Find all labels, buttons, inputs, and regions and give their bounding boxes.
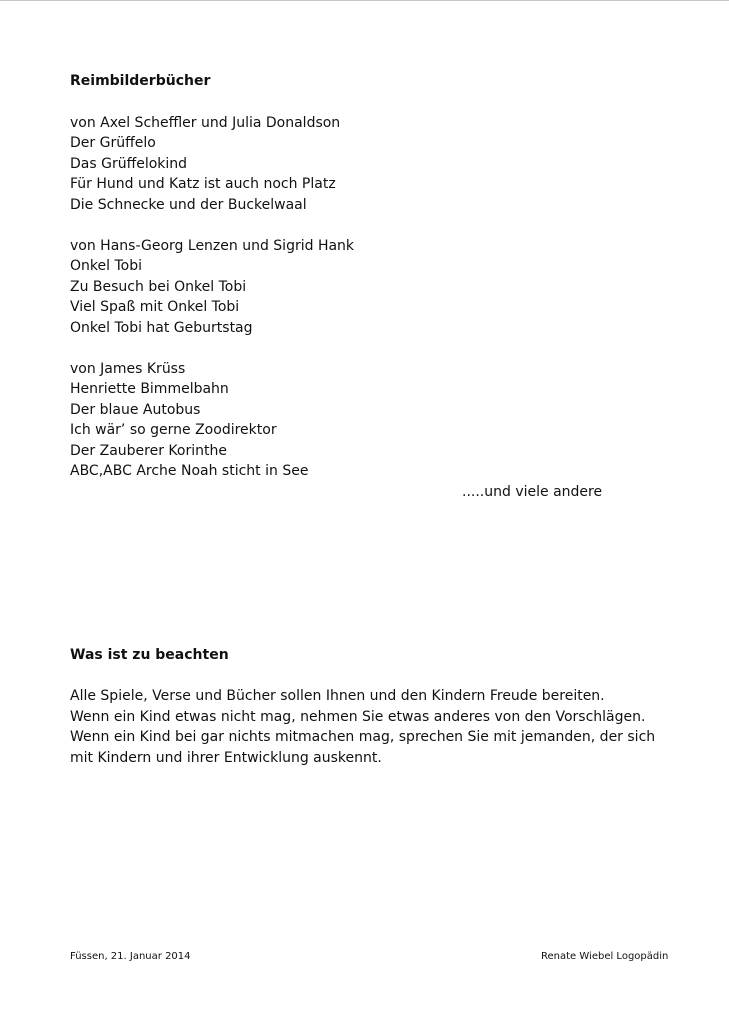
section-heading-reimbilderbuecher: Reimbilderbücher [70, 73, 211, 89]
footer-author: Renate Wiebel Logopädin [541, 951, 669, 962]
page-top-border [0, 0, 729, 1]
book-title: ABC,ABC Arche Noah sticht in See [70, 463, 309, 479]
paragraph-line: Wenn ein Kind bei gar nichts mitmachen mag, sprechen Sie mit jemanden, der sich [70, 729, 656, 745]
book-title: Onkel Tobi hat Geburtstag [70, 320, 253, 336]
book-title: Ich wär’ so gerne Zoodirektor [70, 422, 277, 438]
book-title: Die Schnecke und der Buckelwaal [70, 197, 307, 213]
book-title: Zu Besuch bei Onkel Tobi [70, 279, 247, 295]
book-title: Viel Spaß mit Onkel Tobi [70, 299, 240, 315]
paragraph-line: Alle Spiele, Verse und Bücher sollen Ihnen und den Kindern Freude bereiten. [70, 688, 605, 704]
book-title: Henriette Bimmelbahn [70, 381, 229, 397]
author-line-kruess: von James Krüss [70, 361, 186, 377]
section-heading-was-ist-zu-beachten: Was ist zu beachten [70, 647, 229, 663]
book-title: Der Grüffelo [70, 135, 156, 151]
book-title: Für Hund und Katz ist auch noch Platz [70, 176, 336, 192]
book-title: Der blaue Autobus [70, 402, 201, 418]
author-line-lenzen-hank: von Hans-Georg Lenzen und Sigrid Hank [70, 238, 355, 254]
paragraph-line: mit Kindern und ihrer Entwicklung auskennt. [70, 750, 382, 766]
footer-date-place: Füssen, 21. Januar 2014 [70, 951, 191, 962]
closing-note: .....und viele andere [462, 484, 603, 500]
book-title: Onkel Tobi [70, 258, 142, 274]
paragraph-line: Wenn ein Kind etwas nicht mag, nehmen Sie etwas anderes von den Vorschlägen. [70, 709, 646, 725]
author-line-scheffler-donaldson: von Axel Scheffler und Julia Donaldson [70, 115, 341, 131]
book-title: Der Zauberer Korinthe [70, 443, 227, 459]
book-title: Das Grüffelokind [70, 156, 188, 172]
